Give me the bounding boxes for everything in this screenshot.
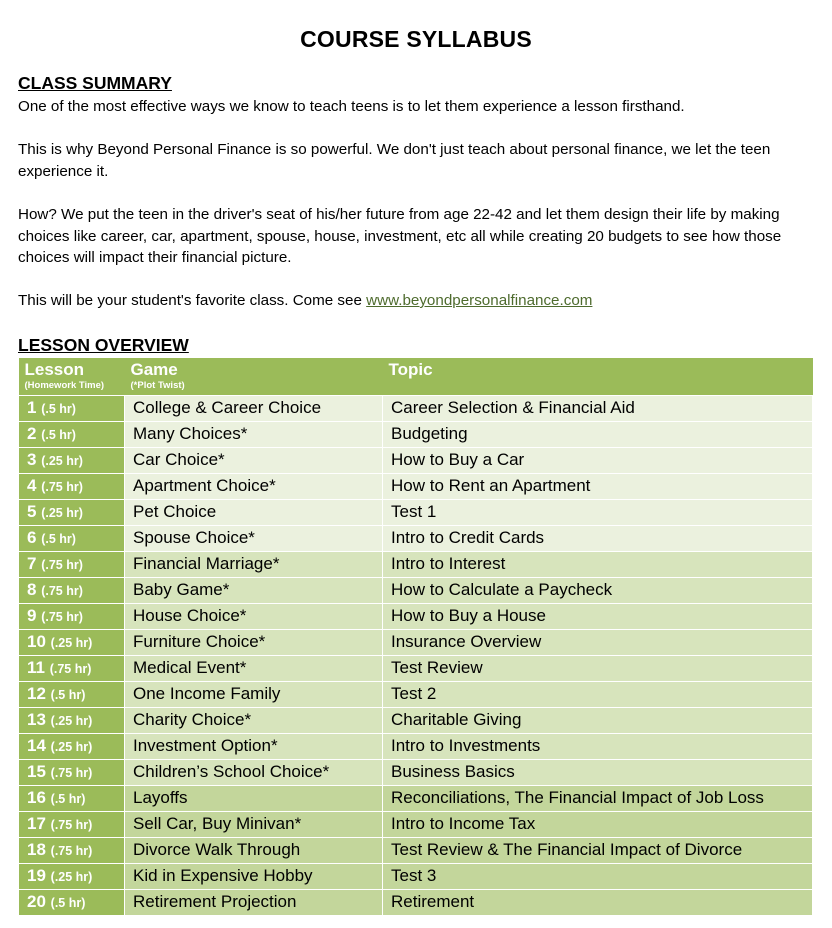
topic-cell: Intro to Investments	[383, 733, 813, 759]
lesson-number: 11	[27, 658, 45, 677]
topic-cell: Business Basics	[383, 759, 813, 785]
homework-time: (.5 hr)	[41, 428, 76, 442]
game-cell: Apartment Choice*	[125, 473, 383, 499]
table-row	[19, 603, 813, 629]
topic-cell: Test 2	[383, 681, 813, 707]
table-row	[19, 733, 813, 759]
lesson-cell	[19, 421, 125, 447]
homework-time: (.5 hr)	[50, 792, 86, 806]
lesson-number: 4	[27, 476, 37, 495]
game-cell: Kid in Expensive Hobby	[125, 863, 383, 889]
table-row	[19, 395, 813, 421]
table-row	[19, 785, 813, 811]
topic-cell: How to Buy a Car	[383, 447, 813, 473]
lesson-cell	[19, 499, 125, 525]
game-cell: Furniture Choice*	[125, 629, 383, 655]
lesson-cell	[19, 603, 125, 629]
lesson-number: 13	[27, 710, 46, 729]
table-row	[19, 629, 813, 655]
table-row	[19, 473, 813, 499]
game-cell: Sell Car, Buy Minivan*	[125, 811, 383, 837]
table-row	[19, 499, 813, 525]
topic-cell: Intro to Interest	[383, 551, 813, 577]
lesson-number: 19	[27, 866, 46, 885]
lesson-number: 6	[27, 528, 37, 547]
summary-paragraph-4-text: This will be your student's favorite class. Come see	[18, 292, 362, 309]
lesson-cell	[19, 447, 125, 473]
table-row	[19, 811, 813, 837]
game-cell: Car Choice*	[125, 447, 383, 473]
game-cell: Children’s School Choice*	[125, 759, 383, 785]
homework-time: (.25 hr)	[50, 714, 93, 728]
topic-cell: Retirement	[383, 889, 813, 915]
table-row	[19, 577, 813, 603]
topic-cell: Career Selection & Financial Aid	[383, 395, 813, 421]
topic-cell: Charitable Giving	[383, 707, 813, 733]
game-cell: One Income Family	[125, 681, 383, 707]
summary-paragraph-1: One of the most effective ways we know to teach teens is to let them experience a lesson firsthand.	[18, 98, 685, 115]
lesson-cell	[19, 525, 125, 551]
game-column-subtitle: (*Plot Twist)	[130, 380, 185, 391]
lesson-cell	[19, 681, 125, 707]
website-link[interactable]: www.beyondpersonalfinance.com	[366, 292, 593, 309]
lesson-cell	[19, 655, 125, 681]
homework-time: (.75 hr)	[41, 558, 83, 572]
topic-cell: Test Review	[383, 655, 813, 681]
lesson-cell	[19, 889, 125, 915]
summary-paragraph-2: This is why Beyond Personal Finance is so powerful. We don't just teach about personal finance, we let the teen experience it.	[18, 141, 771, 180]
lesson-number: 8	[27, 580, 37, 599]
lesson-number: 16	[27, 788, 46, 807]
table-row	[19, 707, 813, 733]
homework-time: (.25 hr)	[50, 740, 93, 754]
table-row	[19, 863, 813, 889]
table-row	[19, 525, 813, 551]
topic-column-header	[383, 358, 813, 395]
game-cell: College & Career Choice	[125, 395, 383, 421]
homework-time: (.25 hr)	[50, 636, 93, 650]
summary-paragraph-4	[18, 290, 818, 312]
lesson-cell	[19, 733, 125, 759]
homework-time: (.5 hr)	[50, 896, 86, 910]
homework-time: (.75 hr)	[50, 844, 93, 858]
lesson-cell	[19, 837, 125, 863]
game-cell: Retirement Projection	[125, 889, 383, 915]
homework-time: (.25 hr)	[41, 454, 83, 468]
lesson-overview-heading: LESSON OVERVIEW	[18, 335, 189, 355]
lesson-cell	[19, 759, 125, 785]
topic-column-title: Topic	[388, 360, 433, 379]
lesson-cell	[19, 577, 125, 603]
table-row	[19, 889, 813, 915]
game-cell: Baby Game*	[125, 577, 383, 603]
lesson-number: 7	[27, 554, 37, 573]
lesson-column-subtitle: (Homework Time)	[24, 380, 105, 391]
table-header-row	[19, 358, 813, 395]
lesson-table-body	[19, 395, 813, 915]
table-row	[19, 421, 813, 447]
lesson-number: 3	[27, 450, 37, 469]
table-row	[19, 551, 813, 577]
homework-time: (.5 hr)	[41, 532, 76, 546]
game-cell: Pet Choice	[125, 499, 383, 525]
lesson-number: 2	[27, 424, 37, 443]
game-cell: Medical Event*	[125, 655, 383, 681]
topic-cell: Intro to Income Tax	[383, 811, 813, 837]
lesson-cell	[19, 473, 125, 499]
page-title: COURSE SYLLABUS	[300, 26, 532, 52]
homework-time: (.75 hr)	[41, 584, 83, 598]
lesson-number: 14	[27, 736, 46, 755]
homework-time: (.75 hr)	[50, 766, 93, 780]
lesson-cell	[19, 629, 125, 655]
lesson-cell	[19, 707, 125, 733]
homework-time: (.25 hr)	[50, 870, 93, 884]
game-cell: Charity Choice*	[125, 707, 383, 733]
lesson-cell	[19, 551, 125, 577]
topic-cell: How to Calculate a Paycheck	[383, 577, 813, 603]
table-row	[19, 837, 813, 863]
lesson-cell	[19, 395, 125, 421]
game-column-title: Game	[130, 360, 178, 379]
topic-cell: Reconciliations, The Financial Impact of Job Loss	[383, 785, 813, 811]
homework-time: (.75 hr)	[49, 662, 92, 676]
homework-time: (.75 hr)	[50, 818, 93, 832]
game-cell: House Choice*	[125, 603, 383, 629]
lesson-cell	[19, 785, 125, 811]
lesson-number: 17	[27, 814, 46, 833]
topic-cell: Budgeting	[383, 421, 813, 447]
lesson-number: 5	[27, 502, 37, 521]
topic-cell: Test 1	[383, 499, 813, 525]
lesson-number: 15	[27, 762, 46, 781]
game-column-header	[125, 358, 383, 395]
lesson-column-header	[19, 358, 125, 395]
lesson-cell	[19, 863, 125, 889]
game-cell: Investment Option*	[125, 733, 383, 759]
lesson-number: 18	[27, 840, 46, 859]
lesson-column-title: Lesson	[24, 360, 85, 379]
table-row	[19, 447, 813, 473]
lesson-number: 10	[27, 632, 46, 651]
game-cell: Spouse Choice*	[125, 525, 383, 551]
topic-cell: How to Buy a House	[383, 603, 813, 629]
topic-cell: Insurance Overview	[383, 629, 813, 655]
game-cell: Many Choices*	[125, 421, 383, 447]
game-cell: Financial Marriage*	[125, 551, 383, 577]
game-cell: Layoffs	[125, 785, 383, 811]
homework-time: (.75 hr)	[41, 610, 83, 624]
lesson-number: 20	[27, 892, 46, 911]
lesson-cell	[19, 811, 125, 837]
table-row	[19, 655, 813, 681]
game-cell: Divorce Walk Through	[125, 837, 383, 863]
topic-cell: Intro to Credit Cards	[383, 525, 813, 551]
class-summary-heading: CLASS SUMMARY	[18, 73, 172, 93]
lesson-table	[18, 358, 813, 916]
lesson-number: 1	[27, 398, 37, 417]
homework-time: (.5 hr)	[41, 402, 76, 416]
lesson-number: 12	[27, 684, 46, 703]
lesson-number: 9	[27, 606, 37, 625]
topic-cell: Test 3	[383, 863, 813, 889]
table-row	[19, 681, 813, 707]
summary-paragraph-3: How? We put the teen in the driver's seat of his/her future from age 22-42 and let them design their life by making choices like career, car, apartment, spouse, house, investment, etc all while creating 20 budgets to see how those choices will impact their financial picture.	[18, 206, 782, 266]
table-row	[19, 759, 813, 785]
homework-time: (.25 hr)	[41, 506, 83, 520]
topic-cell: How to Rent an Apartment	[383, 473, 813, 499]
homework-time: (.75 hr)	[41, 480, 83, 494]
topic-cell: Test Review & The Financial Impact of Divorce	[383, 837, 813, 863]
homework-time: (.5 hr)	[50, 688, 86, 702]
